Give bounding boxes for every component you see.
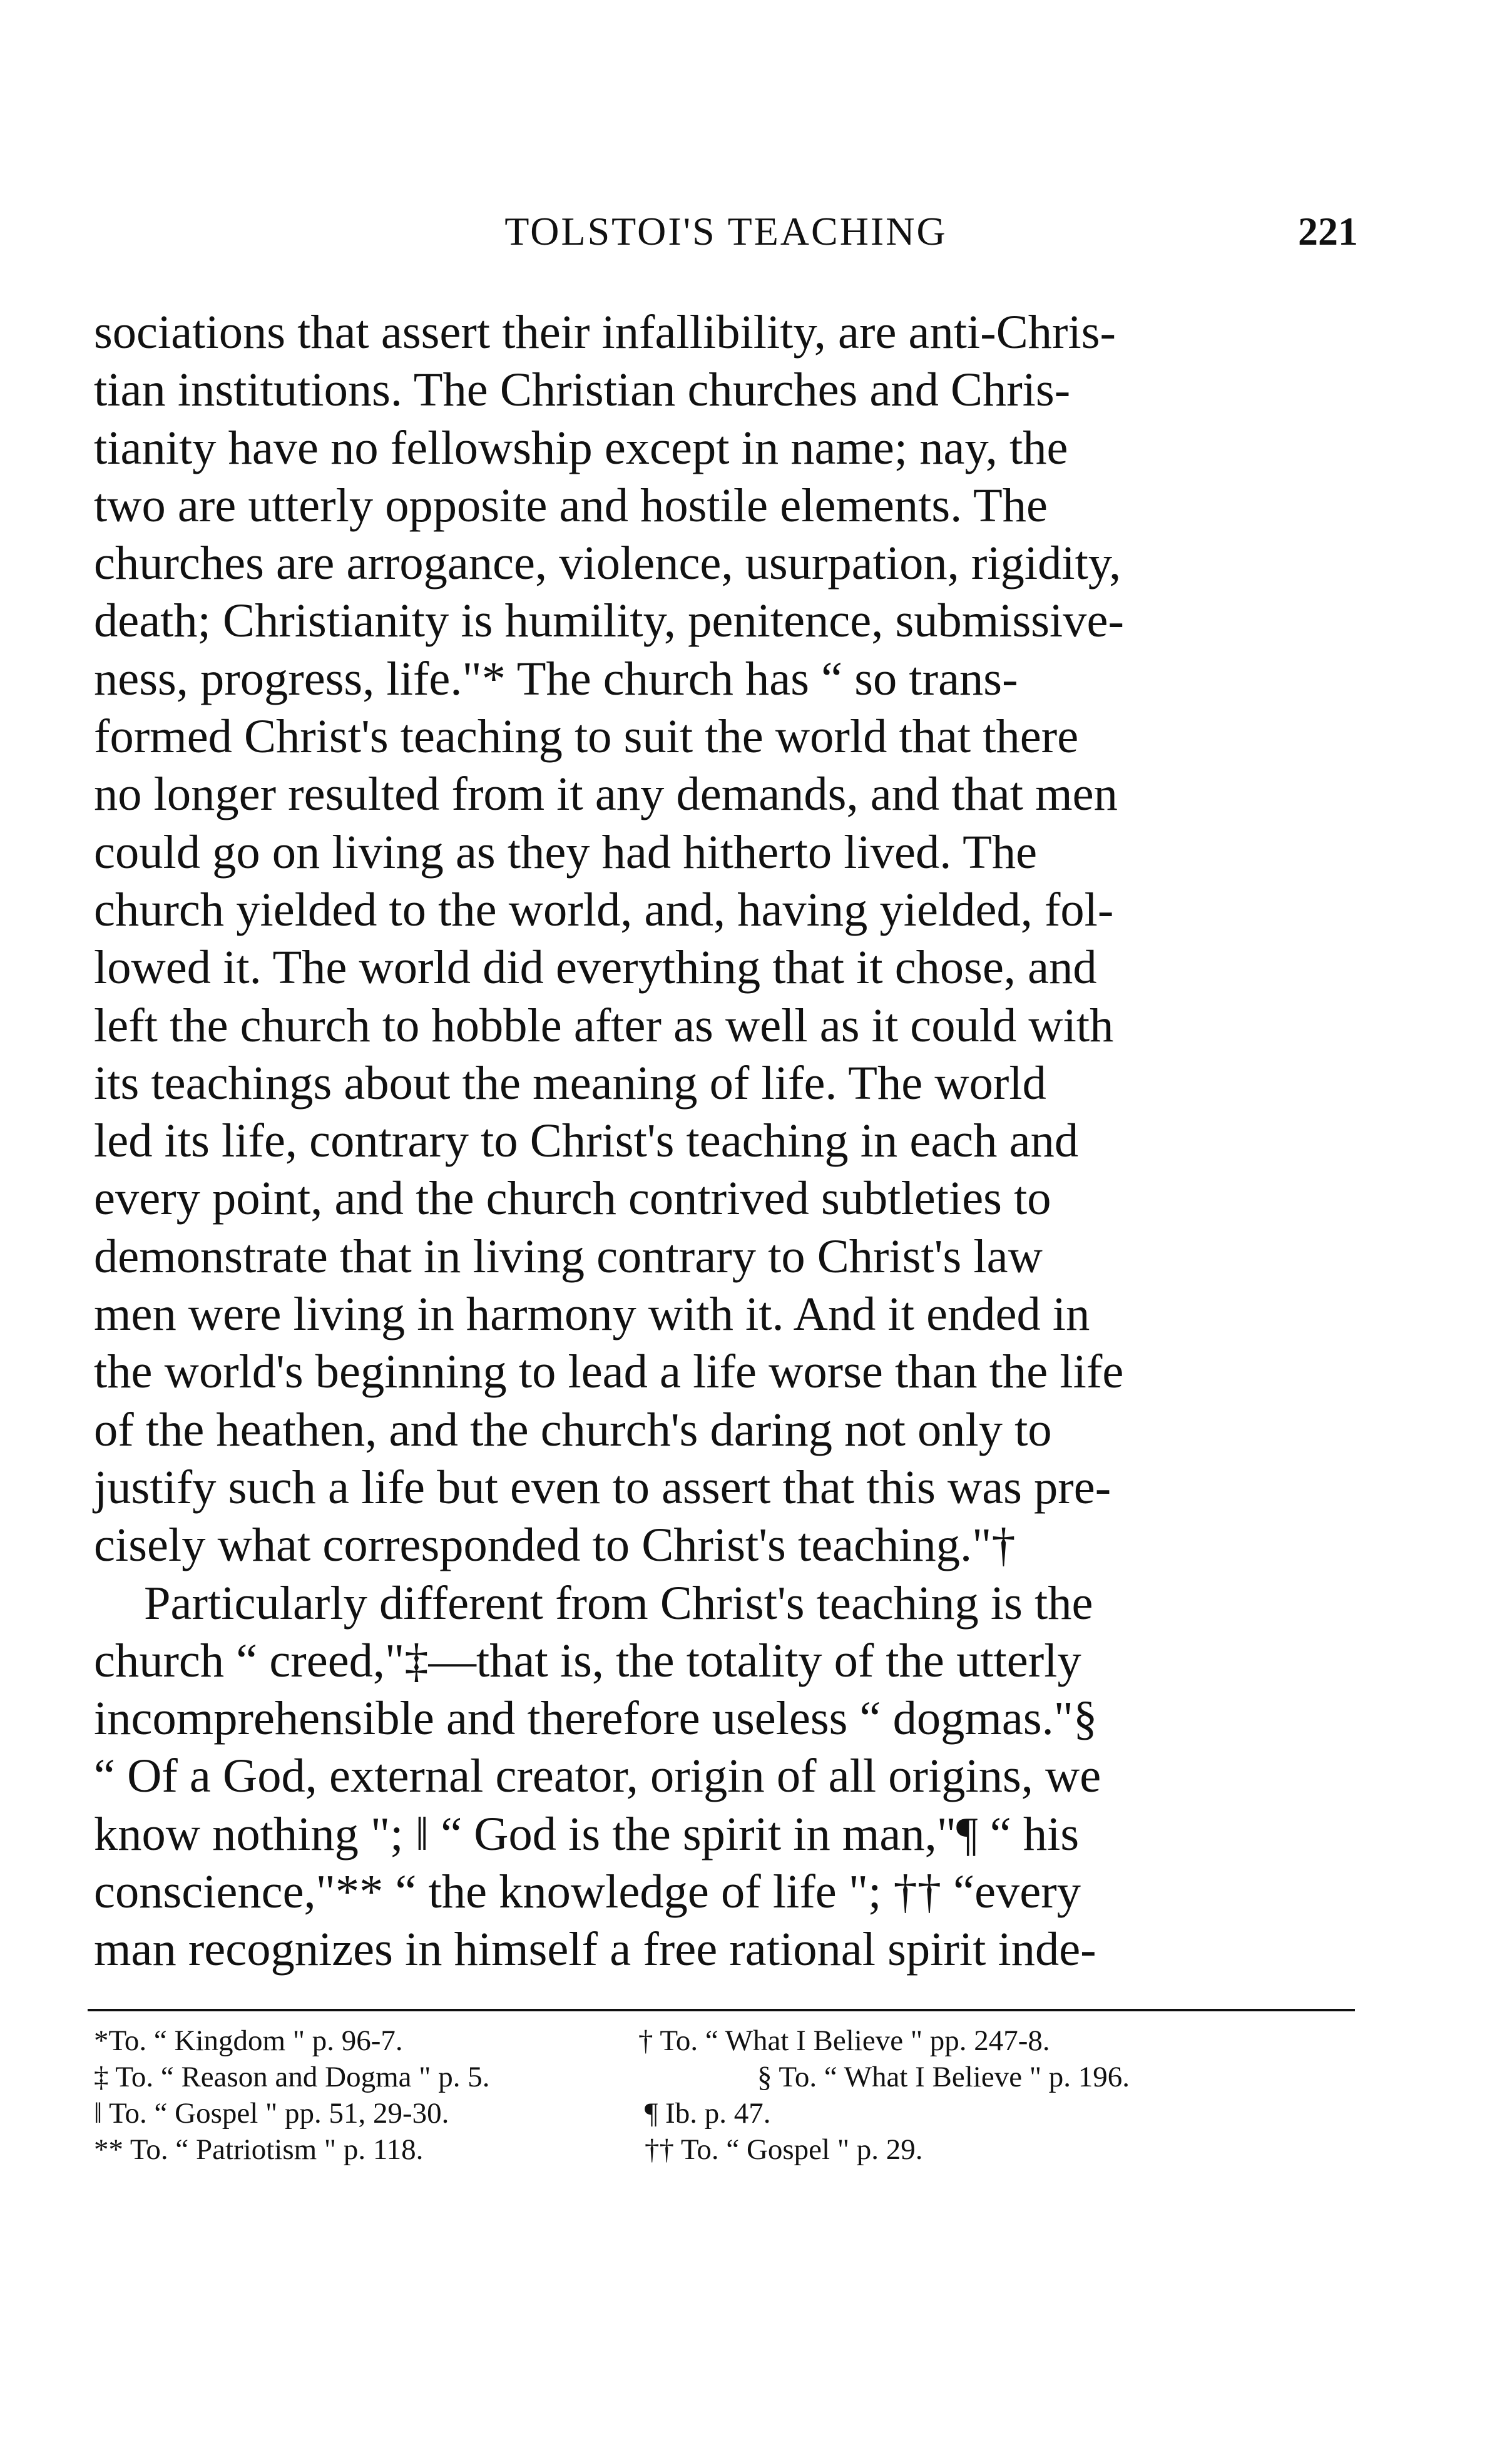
text-line: no longer resulted from it any demands, and that men	[94, 767, 1118, 821]
footnote-row	[94, 2095, 1358, 2131]
text-line: tianity have no fellowship except in name; nay, the	[94, 421, 1068, 474]
text-line: conscience,"** “ the knowledge of life "; †† “every	[94, 1865, 1081, 1919]
text-line: demonstrate that in living contrary to Christ's law	[94, 1229, 1043, 1283]
text-line: lowed it. The world did everything that it chose, and	[94, 941, 1097, 994]
text-line: two are utterly opposite and hostile elements. The	[94, 478, 1048, 532]
footnote: § To. “ What I Believe " p. 196.	[757, 2061, 1130, 2093]
footnote-row	[94, 2023, 1358, 2059]
text-line: man recognizes in himself a free rational spirit inde-	[94, 1922, 1096, 1976]
text-line: ness, progress, life."* The church has “ so trans-	[94, 651, 1018, 705]
paragraph-start-line: Particularly different from Christ's teaching is the	[144, 1576, 1093, 1630]
text-line: left the church to hobble after as well as it could with	[94, 998, 1114, 1052]
text-line: know nothing "; ‖ “ God is the spirit in man,"¶ “ his	[94, 1807, 1080, 1861]
text-line: churches are arrogance, violence, usurpation, rigidity,	[94, 536, 1121, 590]
text-line: men were living in harmony with it. And it ended in	[94, 1287, 1090, 1341]
text-line: could go on living as they had hitherto lived. The	[94, 825, 1038, 879]
running-head	[94, 207, 1358, 257]
text-line: its teachings about the meaning of life. The world	[94, 1056, 1046, 1110]
text-line: church “ creed,"‡—that is, the totality of the utterly	[94, 1633, 1081, 1687]
text-line: “ Of a God, external creator, origin of all origins, we	[94, 1749, 1101, 1803]
footnote: †† To. “ Gospel " p. 29.	[645, 2133, 923, 2166]
footnote-row	[94, 2131, 1358, 2168]
footnote-divider	[88, 2009, 1355, 2011]
footnote: † To. “ What I Believe " pp. 247-8.	[638, 2024, 1050, 2057]
text-line: incomprehensible and therefore useless “ dogmas."§	[94, 1692, 1098, 1745]
body-text	[94, 304, 1358, 1979]
text-line: sociations that assert their infallibility, are anti-Chris-	[94, 305, 1116, 359]
text-line: the world's beginning to lead a life worse than the life	[94, 1345, 1124, 1399]
footnote-row	[94, 2059, 1358, 2095]
footnotes	[94, 2023, 1358, 2168]
text-line: formed Christ's teaching to suit the world that there	[94, 710, 1079, 763]
text-line: death; Christianity is humility, penitence, submissive-	[94, 594, 1124, 648]
text-line: tian institutions. The Christian churches and Chris-	[94, 363, 1071, 417]
text-line: justify such a life but even to assert that this was pre-	[94, 1460, 1111, 1514]
text-line: of the heathen, and the church's daring not only to	[94, 1402, 1052, 1456]
text-line: church yielded to the world, and, having yielded, fol-	[94, 882, 1114, 936]
footnote: ‡ To. “ Reason and Dogma " p. 5.	[94, 2061, 490, 2093]
text-line: cisely what corresponded to Christ's teaching."†	[94, 1518, 1016, 1572]
text-line: led its life, contrary to Christ's teaching in each and	[94, 1114, 1079, 1168]
footnote: ¶ Ib. p. 47.	[645, 2097, 771, 2130]
text-line: every point, and the church contrived subtleties to	[94, 1172, 1051, 1225]
footnote: *To. “ Kingdom " p. 96-7.	[94, 2024, 403, 2057]
page-number: 221	[1298, 209, 1358, 253]
footnote: ‖ To. “ Gospel " pp. 51, 29-30.	[94, 2097, 449, 2130]
footnote: ** To. “ Patriotism " p. 118.	[94, 2133, 424, 2166]
running-title: TOLSTOI'S TEACHING	[504, 209, 948, 253]
